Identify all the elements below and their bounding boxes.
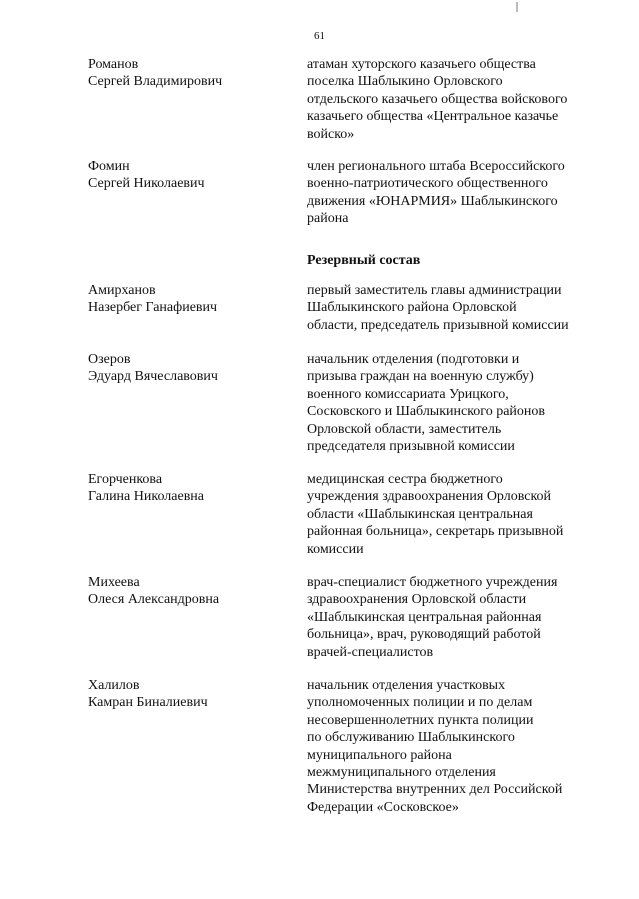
role-line: врач-специалист бюджетного учреждения — [307, 575, 558, 590]
member-surname: Амирханов — [88, 283, 156, 298]
role-line: «Шаблыкинская центральная районная — [307, 609, 542, 625]
role-line: межмуниципального отделения — [307, 765, 496, 781]
scan-artifact — [516, 2, 518, 12]
role-line: Министерства внутренних дел Российской — [307, 782, 563, 798]
member-name — [88, 158, 288, 193]
member-role — [307, 56, 597, 143]
member-surname: Егорченкова — [88, 472, 163, 487]
role-line: движения «ЮНАРМИЯ» Шаблыкинского — [307, 193, 558, 209]
member-given-names: Камран Биналиевич — [88, 695, 208, 711]
role-line: атаман хуторского казачьего общества — [307, 57, 536, 72]
role-line: член регионального штаба Всероссийского — [307, 159, 565, 174]
member-name — [88, 351, 288, 386]
role-line: района — [307, 211, 349, 227]
role-line: несовершеннолетних пункта полиции — [307, 712, 534, 728]
member-given-names: Эдуард Вячеславович — [88, 369, 218, 385]
role-line: призыва граждан на военную службу) — [307, 369, 534, 385]
role-line: муниципального района — [307, 747, 452, 763]
role-line: по обслуживанию Шаблыкинского — [307, 730, 515, 746]
member-given-names: Олеся Александровна — [88, 592, 220, 608]
member-given-names: Сергей Владимирович — [88, 74, 223, 90]
role-line: поселка Шаблыкино Орловского — [307, 74, 503, 90]
member-role — [307, 158, 597, 228]
section-heading-reserve: Резервный состав — [307, 253, 421, 268]
member-name — [88, 282, 288, 317]
member-surname: Михеева — [88, 575, 140, 590]
role-line: казачьего общества «Центральное казачье — [307, 109, 559, 125]
role-line: уполномоченных полиции и по делам — [307, 695, 533, 711]
role-line: Сосковского и Шаблыкинского районов — [307, 404, 546, 420]
role-line: больница», врач, руководящий работой — [307, 627, 541, 643]
member-name — [88, 677, 288, 712]
member-role — [307, 574, 597, 661]
member-given-names: Назербег Ганафиевич — [88, 300, 218, 316]
role-line: области, председатель призывной комиссии — [307, 317, 569, 333]
member-name — [88, 56, 288, 91]
member-surname: Озеров — [88, 352, 131, 367]
role-line: Орловской области, заместитель — [307, 421, 502, 437]
member-surname: Фомин — [88, 159, 130, 174]
role-line: начальник отделения (подготовки и — [307, 352, 520, 367]
member-role — [307, 282, 597, 334]
role-line: медицинская сестра бюджетного — [307, 472, 503, 487]
member-name — [88, 471, 288, 506]
role-line: председателя призывной комиссии — [307, 439, 515, 455]
member-surname: Халилов — [88, 678, 140, 693]
role-line: здравоохранения Орловской области — [307, 592, 527, 608]
role-line: Шаблыкинского района Орловской — [307, 300, 517, 316]
role-line: врачей-специалистов — [307, 644, 434, 660]
role-line: военно-патриотического общественного — [307, 176, 548, 192]
member-surname: Романов — [88, 57, 139, 72]
member-name — [88, 574, 288, 609]
page-number: 61 — [314, 30, 325, 42]
role-line: военного комиссариата Урицкого, — [307, 386, 509, 402]
role-line: Федерации «Сосковское» — [307, 799, 459, 815]
member-given-names: Сергей Николаевич — [88, 176, 205, 192]
member-given-names: Галина Николаевна — [88, 489, 205, 505]
member-role — [307, 471, 597, 558]
role-line: учреждения здравоохранения Орловской — [307, 489, 552, 505]
member-role — [307, 677, 597, 816]
member-role — [307, 351, 597, 455]
role-line: районная больница», секретарь призывной — [307, 524, 564, 540]
role-line: первый заместитель главы администрации — [307, 283, 562, 298]
role-line: комиссии — [307, 541, 364, 557]
role-line: отдельского казачьего общества войскового — [307, 91, 568, 107]
role-line: войско» — [307, 126, 355, 142]
role-line: области «Шаблыкинская центральная — [307, 506, 533, 522]
role-line: начальник отделения участковых — [307, 678, 506, 693]
